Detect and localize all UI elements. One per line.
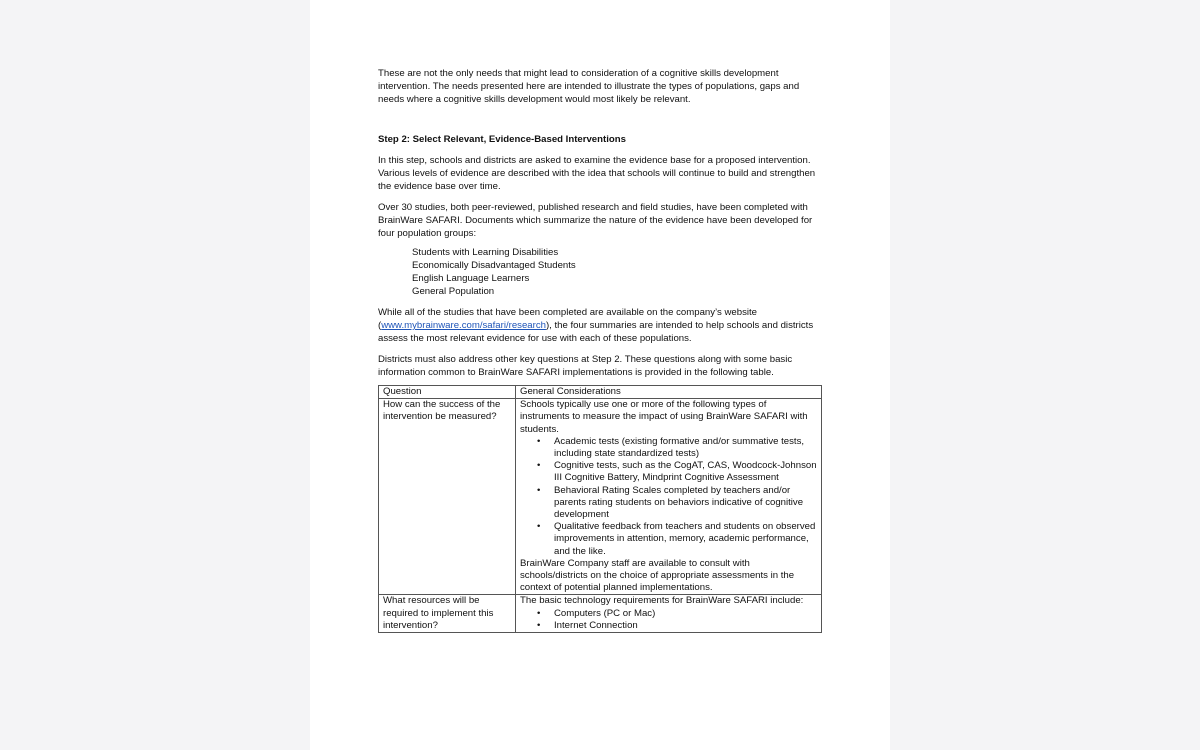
population-groups-list [412,246,823,298]
header-considerations: General Considerations [516,386,822,399]
step2-heading: Step 2: Select Relevant, Evidence-Based Interventions [378,134,626,145]
considerations-tail: BrainWare Company staff are available to consult with schools/districts on the choice of appropriate assessments in the context of potential planned implementations. [520,557,795,594]
research-link[interactable]: www.mybrainware.com/safari/research [381,320,546,331]
questions-table [378,385,822,633]
step2-paragraph-1: In this step, schools and districts are asked to examine the evidence base for a proposed intervention. Various levels of evidence are described with the idea that schools will continue to build and strengthen the evidence base over time. [378,155,816,192]
row-considerations [516,399,822,595]
step2-paragraph-4: Districts must also address other key questions at Step 2. These questions along with some basic information common to BrainWare SAFARI implementations is provided in the following table. [378,354,793,378]
table-row [379,595,822,633]
para3-after-text: ), the four summaries are intended to help schools and districts assess the most relevant evidence for use with each of these populations. [378,320,814,344]
population-group-item: General Population [412,286,495,297]
step2-paragraph-2: Over 30 studies, both peer-reviewed, published research and field studies, have been completed with BrainWare SAFARI. Documents which summarize the nature of the evidence have been developed for four population groups: [378,202,813,239]
row-question: What resources will be required to implement this intervention? [379,595,516,633]
population-group-item: Students with Learning Disabilities [412,247,559,258]
step2-paragraph-3 [378,306,823,345]
table-header-row [379,386,822,399]
table-row [379,399,822,595]
page-content [378,67,823,633]
considerations-lead: The basic technology requirements for BrainWare SAFARI include: [520,595,804,607]
considerations-lead: Schools typically use one or more of the following types of instruments to measure the impact of using BrainWare SAFARI with students. [520,399,808,435]
considerations-bullets [520,608,817,632]
row-question: How can the success of the intervention be measured? [379,399,516,595]
considerations-bullets [520,436,817,558]
bullet-item: • Qualitative feedback from teachers and students on observed improvements in attention, memory, academic performance, and the like. [554,521,817,558]
para3-before-text: While all of the studies that have been completed are available on the company’s website ( [378,307,758,331]
bullet-item: • Academic tests (existing formative and/or summative tests, including state standardized tests) [554,436,817,460]
header-question: Question [379,386,516,399]
bullet-item: • Internet Connection [554,620,817,632]
bullet-item: • Cognitive tests, such as the CogAT, CAS, Woodcock-Johnson III Cognitive Battery, Mindprint Cognitive Assessment [554,460,817,484]
population-group-item: English Language Learners [412,273,530,284]
document-page [310,0,890,750]
intro-paragraph: These are not the only needs that might lead to consideration of a cognitive skills development intervention. The needs presented here are intended to illustrate the types of populations, gaps and needs where a cognitive skills development would most likely be relevant. [378,68,800,105]
bullet-item: • Computers (PC or Mac) [554,608,817,620]
population-group-item: Economically Disadvantaged Students [412,260,576,271]
bullet-item: • Behavioral Rating Scales completed by teachers and/or parents rating students on behaviors indicative of cognitive development [554,485,817,522]
row-considerations [516,595,822,633]
